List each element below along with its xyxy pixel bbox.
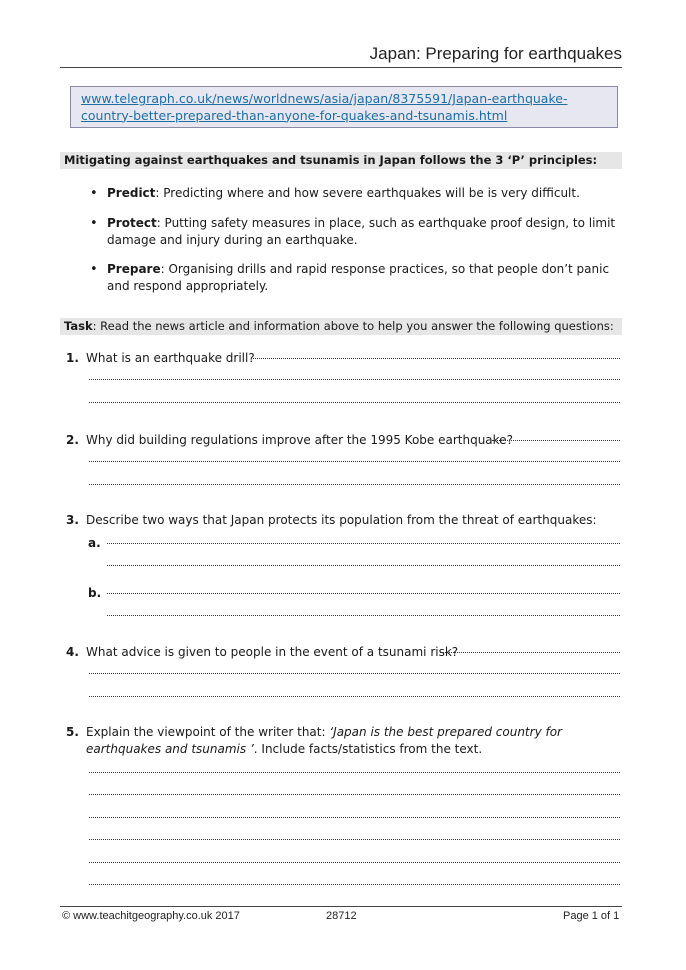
source-link-box [70,86,618,128]
footer-page: Page 1 of 1 [563,910,620,922]
question-number: 5. [66,725,79,739]
principle-text: : Predicting where and how severe earthquakes will be is very difficult. [155,186,580,200]
question-number: 2. [66,433,79,447]
answer-line[interactable] [107,564,620,566]
question-number: 1. [66,351,79,365]
bullet-icon: • [90,186,98,201]
question-quote-cont: earthquakes and tsunamis ’ [86,742,254,756]
answer-line[interactable] [89,793,620,795]
task-text: : Read the news article and information above to help you answer the following questions: [92,319,614,333]
question-text: Why did building regulations improve after the 1995 Kobe earthquake? [86,433,513,447]
answer-line[interactable] [89,378,620,380]
question-text: Explain the viewpoint of the writer that: [86,725,330,739]
answer-line[interactable] [107,542,620,544]
source-link-line-1[interactable]: www.telegraph.co.uk/news/worldnews/asia/japan/8375591/Japan-earthquake- [81,91,568,106]
question-number: 4. [66,645,79,659]
principles-heading: Mitigating against earthquakes and tsunamis in Japan follows the 3 ‘P’ principles: [60,152,622,169]
answer-line[interactable] [253,357,620,359]
principle-term: Protect [107,216,157,230]
bullet-icon: • [90,262,98,277]
footer-code: 28712 [326,910,357,922]
bullet-icon: • [90,216,98,231]
task-label: Task [64,319,93,333]
answer-line[interactable] [492,439,620,441]
answer-line[interactable] [89,460,620,462]
question-quote: ‘Japan is the best prepared country for [329,725,562,739]
title-divider [60,67,622,68]
answer-line[interactable] [89,695,620,697]
question-text: What is an earthquake drill? [86,351,255,365]
answer-line[interactable] [89,771,620,773]
principle-text: : Organising drills and rapid response practices, so that people don’t panic and respond appropriately. [107,262,610,293]
answer-line[interactable] [89,483,620,485]
answer-line[interactable] [89,816,620,818]
principle-text: : Putting safety measures in place, such as earthquake proof design, to limit damage and injury during an earthquake. [107,216,616,247]
page-title: Japan: Preparing for earthquakes [369,44,622,63]
answer-line[interactable] [89,838,620,840]
part-a-label: a. [88,536,101,550]
answer-line[interactable] [89,401,620,403]
source-link-line-2[interactable]: country-better-prepared-than-anyone-for-quakes-and-tsunamis.html [81,107,508,123]
footer-divider [60,906,622,907]
question-text: What advice is given to people in the event of a tsunami risk? [86,645,459,659]
question-text-cont: . Include facts/statistics from the text. [253,742,483,756]
principle-term: Prepare [107,262,161,276]
task-heading [60,318,622,335]
answer-line[interactable] [89,672,620,674]
principle-term: Predict [107,186,156,200]
part-b-label: b. [88,586,102,600]
question-text: Describe two ways that Japan protects its population from the threat of earthquakes: [86,513,597,527]
question-5 [66,724,622,758]
question-number: 3. [66,513,79,527]
question-3 [66,512,622,529]
footer-copyright: © www.teachitgeography.co.uk 2017 [62,910,240,922]
answer-line[interactable] [89,883,620,885]
answer-line[interactable] [107,614,620,616]
answer-line[interactable] [440,651,620,653]
answer-line[interactable] [89,861,620,863]
answer-line[interactable] [107,592,620,594]
